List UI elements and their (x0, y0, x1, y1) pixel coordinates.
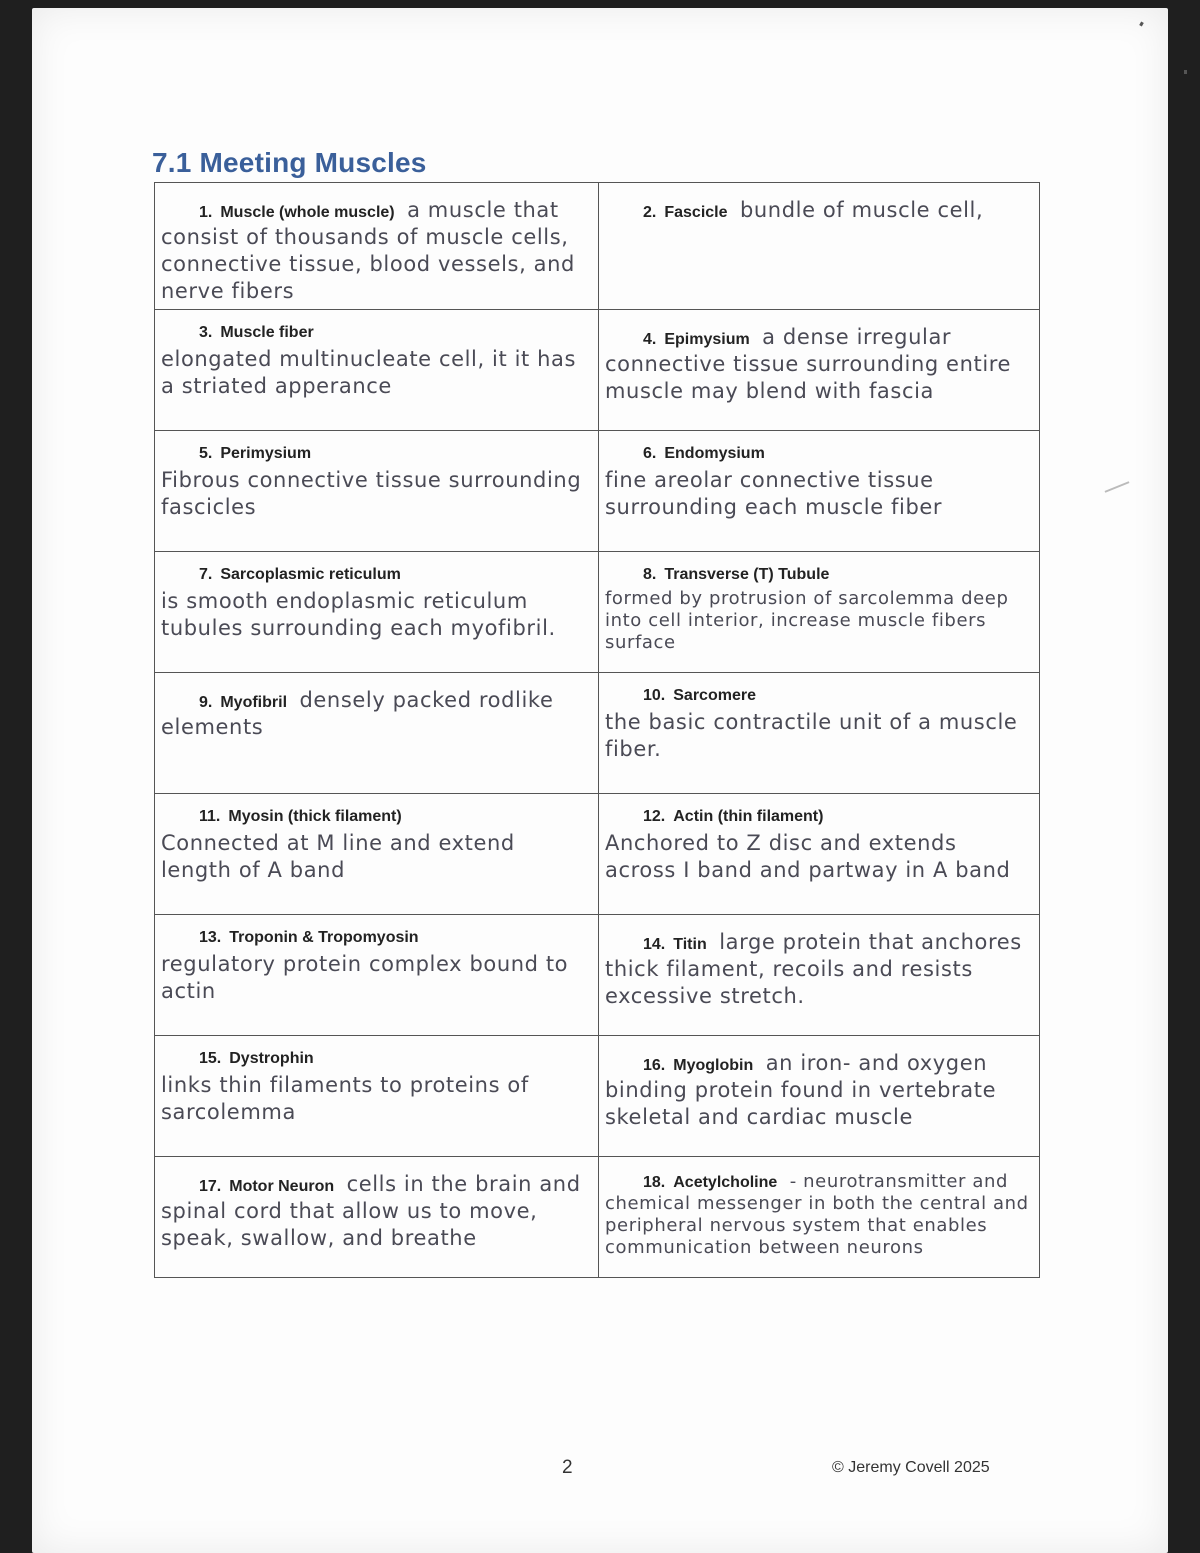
term-label: 4. Epimysium (643, 331, 750, 348)
term-label: 10. Sarcomere (643, 687, 756, 704)
term-cell (155, 915, 599, 1036)
term-label: 7. Sarcoplasmic reticulum (199, 566, 401, 583)
term-label: 6. Endomysium (643, 445, 765, 462)
term-cell (155, 794, 599, 915)
term-label: 3. Muscle fiber (199, 324, 314, 341)
term-cell (155, 310, 599, 431)
terms-table (154, 182, 1040, 1278)
term-label: 8. Transverse (T) Tubule (643, 566, 830, 583)
handwritten-answer: formed by protrusion of sarcolemma deep into cell interior, increase muscle fibers surface (605, 588, 1009, 653)
term-label: 13. Troponin & Tropomyosin (199, 929, 419, 946)
pencil-stroke (1105, 481, 1130, 493)
handwritten-answer: Connected at M line and extend length of A band (161, 831, 515, 882)
handwritten-answer: a dense irregular connective tissue surrounding entire muscle may blend with fascia (605, 325, 1012, 403)
term-cell (599, 431, 1040, 552)
handwritten-answer: - neurotransmitter and chemical messenger in both the central and peripheral nervous system that enables communication between neurons (605, 1171, 1029, 1258)
term-cell (599, 1157, 1040, 1278)
term-cell (599, 1036, 1040, 1157)
handwritten-answer: cells in the brain and spinal cord that allow us to move, speak, swallow, and breathe (161, 1172, 581, 1250)
handwritten-answer: the basic contractile unit of a muscle fiber. (605, 710, 1018, 761)
handwritten-answer: elongated multinucleate cell, it it has a striated apperance (161, 347, 577, 398)
handwritten-answer: densely packed rodlike elements (161, 688, 554, 739)
handwritten-answer: fine areolar connective tissue surrounding each muscle fiber (605, 468, 943, 519)
term-cell (155, 673, 599, 794)
term-label: 15. Dystrophin (199, 1050, 314, 1067)
page-number: 2 (562, 1457, 573, 1478)
term-label: 11. Myosin (thick filament) (199, 808, 402, 825)
handwritten-answer: regulatory protein complex bound to actin (161, 952, 569, 1003)
handwritten-answer: bundle of muscle cell, (739, 198, 984, 222)
handwritten-answer: Fibrous connective tissue surrounding fascicles (161, 468, 582, 519)
term-cell (599, 794, 1040, 915)
term-cell (599, 915, 1040, 1036)
term-label: 5. Perimysium (199, 445, 312, 462)
term-label: 12. Actin (thin filament) (643, 808, 824, 825)
scan-mark (1139, 22, 1144, 27)
term-cell (599, 673, 1040, 794)
handwritten-answer: large protein that anchores thick filament, recoils and resists excessive stretch. (605, 930, 1022, 1008)
term-cell (155, 183, 599, 310)
term-label: 14. Titin (643, 936, 707, 953)
term-cell (599, 183, 1040, 310)
scan-mark (1184, 70, 1187, 74)
handwritten-answer: a muscle that consist of thousands of muscle cells, connective tissue, blood vessels, and nerve fibers (161, 198, 575, 303)
term-label: 2. Fascicle (643, 204, 728, 221)
term-label: 1. Muscle (whole muscle) (199, 204, 395, 221)
term-cell (155, 431, 599, 552)
handwritten-answer: an iron- and oxygen binding protein found in vertebrate skeletal and cardiac muscle (605, 1051, 997, 1129)
handwritten-answer: links thin filaments to proteins of sarcolemma (161, 1073, 529, 1124)
term-label: 17. Motor Neuron (199, 1178, 335, 1195)
term-cell (155, 552, 599, 673)
term-label: 16. Myoglobin (643, 1057, 754, 1074)
term-cell (599, 310, 1040, 431)
term-label: 9. Myofibril (199, 694, 288, 711)
term-label: 18. Acetylcholine (643, 1174, 778, 1191)
term-cell (155, 1157, 599, 1278)
term-cell (599, 552, 1040, 673)
copyright: © Jeremy Covell 2025 (832, 1459, 990, 1476)
handwritten-answer: is smooth endoplasmic reticulum tubules surrounding each myofibril. (161, 589, 556, 640)
handwritten-answer: Anchored to Z disc and extends across I band and partway in A band (605, 831, 1011, 882)
term-cell (155, 1036, 599, 1157)
page-title: 7.1 Meeting Muscles (152, 147, 427, 178)
